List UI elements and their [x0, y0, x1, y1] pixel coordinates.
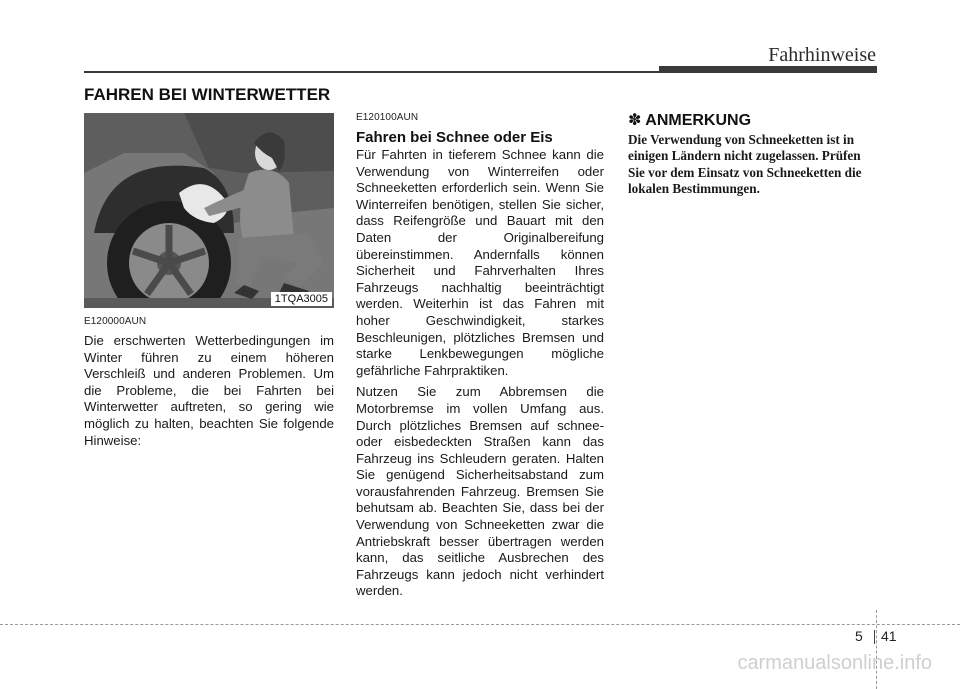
figure-caption: 1TQA3005 — [271, 292, 332, 306]
illustration-drawing — [84, 113, 334, 308]
footer-vertical-divider — [876, 610, 877, 689]
page-number: 41 — [881, 628, 897, 644]
note-column — [628, 110, 878, 198]
subsection-heading: Fahren bei Schnee oder Eis — [356, 129, 553, 146]
intro-paragraph: Die erschwerten Wetterbedingungen im Winter führen zu einem höheren Verschleiß und anderen Problemen. Um die Probleme, die bei Fahrten bei Winterwetter auftreten, so gering wie möglich zu halten, beachten Sie folgende Hinweise: — [84, 333, 334, 448]
intro-column — [84, 316, 334, 449]
snow-ice-column — [356, 112, 604, 600]
note-heading-label: ANMERKUNG — [645, 112, 752, 129]
section-code: E120000AUN — [84, 316, 147, 327]
page-separator — [874, 630, 875, 644]
snow-paragraph-2: Nutzen Sie zum Abbremsen die Motorbremse im vollen Umfang aus. Durch plötzliches Bremsen auf schnee- oder eisbedeckten Straßen kann das Fahrzeug ins Schleudern geraten. Halten Sie genügend Sicherheitsabstand zum vorausfahrenden Fahrzeug. Bremsen Sie behutsam ab. Beachten Sie, dass bei der Verwendung von Schneeketten zwar die Antriebskraft besser übertragen werden kann, das seitliche Ausbrechen des Fahrzeugs kann jedoch nicht verhindert werden. — [356, 384, 604, 599]
section-heading: FAHREN BEI WINTERWETTER — [84, 85, 331, 104]
subsection-code: E120100AUN — [356, 112, 419, 123]
note-symbol-icon: ✽ — [628, 112, 642, 129]
header-rule-thick — [659, 66, 877, 73]
header-rule — [84, 71, 659, 73]
note-text: Die Verwendung von Schneeketten ist in einigen Ländern nicht zugelassen. Prüfen Sie vor dem Einsatz von Schneeketten die lokalen Bestimmungen. — [628, 132, 862, 197]
note-heading — [628, 110, 878, 130]
snow-paragraph-1: Für Fahrten in tieferem Schnee kann die Verwendung von Winterreifen oder Schneeketten erforderlich sein. Wenn Sie Winterreifen benötigen, stellen Sie sicher, dass Reifengröße und Bauart mit den Daten der Originalbereifung übereinstimmen. Andernfalls können Sicherheit und Fahrverhalten Ihres Fahrzeugs nachhaltig beeinträchtigt werden. Weiterhin ist das Fahren mit hoher Geschwindigkeit, starkes Beschleunigen, plötzliches Bremsen und starke Lenkbewegungen mögliche gefährliche Fahrpraktiken. — [356, 147, 604, 378]
section-number: 5 — [855, 628, 863, 644]
footer-divider — [0, 624, 960, 625]
illustration-woman-cleaning-tire — [84, 113, 334, 308]
running-header-title: Fahrhinweise — [768, 44, 876, 66]
watermark: carmanualsonline.info — [737, 652, 932, 674]
